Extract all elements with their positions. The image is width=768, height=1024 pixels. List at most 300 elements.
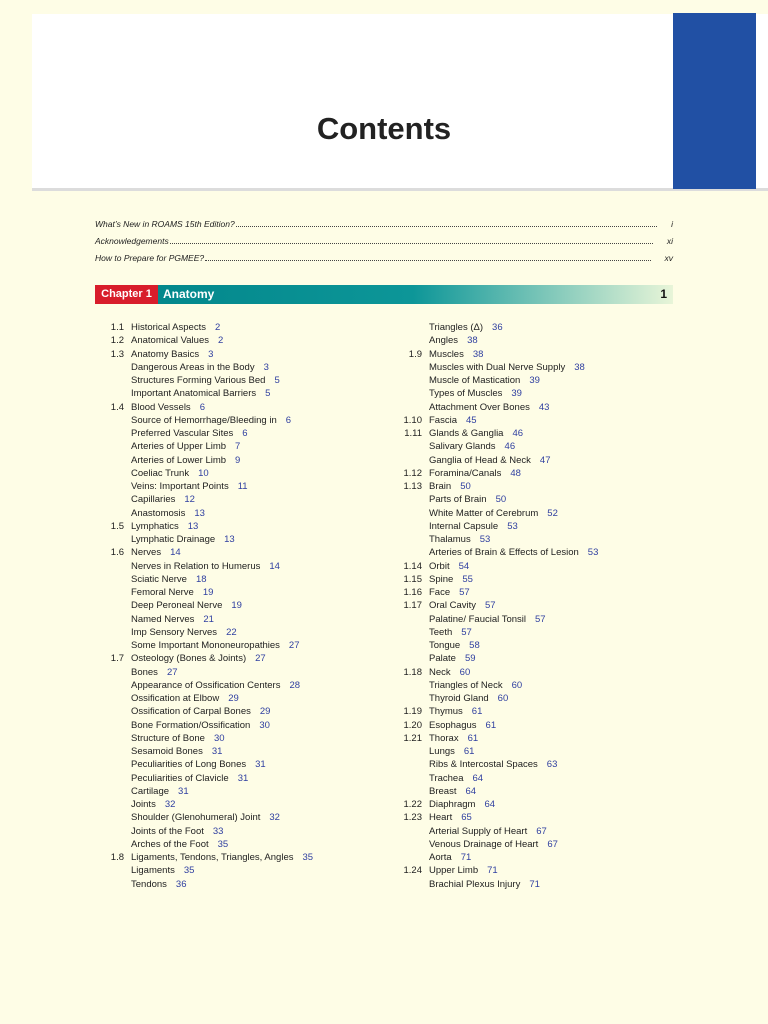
toc-entry[interactable] [390,454,598,467]
toc-entry-title: Diaphragm [429,799,476,811]
toc-entry-title: Lymphatic Drainage [131,534,216,546]
toc-entry-page[interactable]: 13 [194,507,205,519]
toc-entry-page[interactable]: 14 [269,560,280,572]
toc-entry-title: Thalamus [429,534,471,546]
toc-entry-title: Breast [429,785,457,797]
toc-entry-number: 1.24 [403,865,422,877]
toc-entry[interactable] [390,520,598,533]
toc-entry[interactable] [390,573,598,586]
toc-entry-page[interactable]: 2 [217,335,224,347]
toc-entry-page[interactable]: 67 [536,825,547,837]
toc-entry-page[interactable]: 46 [512,428,524,440]
toc-entry-page[interactable]: 38 [472,348,484,360]
toc-entry[interactable] [390,864,598,877]
dot-leader [205,259,650,261]
toc-entry-title: Neck [429,666,451,678]
toc-entry-title: Anastomosis [131,507,186,519]
toc-entry-page[interactable]: 19 [202,587,214,599]
header-band [32,14,768,188]
toc-entry-title: Attachment Over Bones [429,401,530,413]
toc-entry[interactable] [390,387,598,400]
toc-entry-page[interactable]: 57 [535,613,546,625]
toc-entry-page[interactable]: 7 [235,441,241,453]
toc-entry-page[interactable]: 57 [461,626,472,638]
toc-entry[interactable] [390,334,598,347]
toc-entry[interactable] [95,586,313,599]
toc-entry-page[interactable]: 6 [242,428,248,440]
toc-entry-title: Arteries of Lower Limb [131,454,227,466]
toc-entry[interactable] [95,454,313,467]
front-matter-entry-how-to-prepare[interactable] [95,253,673,265]
toc-entry-page[interactable]: 48 [510,467,521,479]
toc-entry-page[interactable]: 58 [469,640,480,652]
toc-entry-title: Arteries of Upper Limb [131,441,227,453]
toc-entry[interactable] [95,507,313,520]
toc-entry[interactable] [95,719,313,732]
toc-entry-title: Lymphatics [131,520,179,532]
toc-entry-title: Fascia [429,414,457,426]
toc-entry-page[interactable]: 71 [529,878,540,890]
toc-entry-number: 1.8 [110,852,124,864]
toc-entry-page[interactable]: 71 [487,865,498,877]
toc-entry-title: Historical Aspects [131,322,206,334]
toc-entry[interactable] [95,387,313,400]
toc-entry-title: Nerves in Relation to Humerus [131,560,261,572]
toc-entry-page[interactable]: 64 [484,799,496,811]
toc-entry-title: Thymus [429,706,463,718]
toc-entry-title: Brain [429,481,452,493]
toc-entry-number: 1.10 [403,414,422,426]
toc-entry-title: Osteology (Bones & Joints) [131,653,247,665]
toc-entry[interactable] [95,666,313,679]
toc-entry-number: 1.2 [110,335,124,347]
toc-entry[interactable] [95,705,313,718]
chapter-label: Chapter 1 [95,285,158,304]
toc-entry-page[interactable]: 61 [463,746,475,758]
toc-entry[interactable] [390,679,598,692]
toc-entry[interactable] [95,374,313,387]
toc-entry-page[interactable]: 5 [265,388,271,400]
toc-entry-title: Ossification of Carpal Bones [131,706,251,718]
toc-entry-title: Important Anatomical Barriers [131,388,257,400]
toc-entry-title: Coeliac Trunk [131,467,190,479]
toc-entry-page[interactable]: 27 [255,653,266,665]
toc-entry[interactable] [390,666,598,679]
toc-entry-page[interactable]: 39 [511,388,522,400]
toc-entry-page[interactable]: 45 [465,414,477,426]
front-matter-label: Acknowledgements [95,236,169,246]
toc-entry[interactable] [390,586,598,599]
toc-entry-title: Lungs [429,746,455,758]
toc-entry-title: Brachial Plexus Injury [429,878,521,890]
toc-entry-page[interactable]: 30 [213,732,225,744]
toc-entry-page[interactable]: 35 [217,838,229,850]
toc-entry-page[interactable]: 47 [539,454,551,466]
toc-entry[interactable] [95,864,313,877]
toc-entry-page[interactable]: 18 [195,573,207,585]
toc-entry-page[interactable]: 71 [460,852,472,864]
toc-entry-page[interactable]: 52 [547,507,558,519]
toc-entry-title: White Matter of Cerebrum [429,507,539,519]
toc-entry[interactable] [95,679,313,692]
toc-entry-title: Joints of the Foot [131,825,204,837]
toc-entry-title: Angles [429,335,459,347]
toc-entry-title: Nerves [131,547,162,559]
toc-entry-title: Triangles (Δ) [429,322,484,334]
chapter-name: Anatomy [163,287,215,301]
toc-entry-number: 1.1 [110,322,124,334]
toc-entry-title: Muscles [429,348,464,360]
toc-entry-number: 1.17 [403,600,422,612]
toc-entry[interactable] [390,811,598,824]
toc-entry-page[interactable]: 64 [465,785,477,797]
toc-entry-title: Heart [429,812,453,824]
toc-entry[interactable] [95,732,313,745]
toc-entry-page[interactable]: 5 [274,375,280,387]
toc-entry[interactable] [390,798,598,811]
toc-entry-title: Oral Cavity [429,600,476,612]
toc-entry-title: Femoral Nerve [131,587,194,599]
toc-entry-page[interactable]: 36 [175,878,187,890]
toc-entry-page[interactable]: 3 [208,348,214,360]
toc-entry[interactable] [95,401,313,414]
toc-entry-title: Arterial Supply of Heart [429,825,528,837]
toc-entry[interactable] [95,520,313,533]
toc-entry-title: Venous Drainage of Heart [429,838,539,850]
toc-entry-page[interactable]: 29 [259,706,271,718]
toc-entry-title: Parts of Brain [429,494,487,506]
toc-entry-title: Source of Hemorrhage/Bleeding in [131,414,277,426]
toc-entry-page[interactable]: 38 [574,361,585,373]
toc-entry-page[interactable]: 11 [237,481,248,493]
toc-entry-page[interactable]: 35 [183,865,195,877]
toc-entry-title: Orbit [429,560,450,572]
toc-entry-page[interactable]: 12 [184,494,195,506]
toc-entry-page[interactable]: 50 [495,494,507,506]
toc-entry-page[interactable]: 31 [237,772,249,784]
toc-entry[interactable] [95,838,313,851]
toc-entry-number: 1.7 [110,653,124,665]
toc-entry-title: Palatine/ Faucial Tonsil [429,613,526,625]
toc-entry-page[interactable]: 30 [259,719,270,731]
toc-entry-page[interactable]: 29 [228,693,239,705]
toc-entry-title: Capillaries [131,494,176,506]
toc-entry-page[interactable]: 33 [212,825,224,837]
toc-entry-page[interactable]: 13 [224,534,235,546]
toc-entry[interactable] [390,851,598,864]
toc-entry-page[interactable]: 36 [492,322,503,334]
dot-leader [170,242,653,244]
toc-entry[interactable] [95,652,313,665]
toc-entry[interactable] [390,878,598,891]
toc-entry-page[interactable]: 28 [289,679,301,691]
toc-entry[interactable] [95,533,313,546]
toc-entry-page[interactable]: 57 [459,587,470,599]
toc-entry[interactable] [390,626,598,639]
header-divider [32,188,768,191]
toc-entry[interactable] [95,798,313,811]
toc-entry[interactable] [390,652,598,665]
toc-entry-page[interactable]: 38 [467,335,478,347]
toc-entry-number: 1.5 [110,520,124,532]
toc-entry-page[interactable]: 59 [464,653,476,665]
toc-entry[interactable] [390,533,598,546]
toc-entry[interactable] [95,546,313,559]
toc-entry[interactable] [95,348,313,361]
front-matter-entry-acknowledgements[interactable] [95,236,673,248]
toc-entry-title: Ganglia of Head & Neck [429,454,531,466]
toc-entry[interactable] [390,480,598,493]
toc-entry[interactable] [390,414,598,427]
toc-entry-title: Palate [429,653,456,665]
toc-entry[interactable] [390,705,598,718]
toc-entry-number: 1.18 [403,666,422,678]
toc-entry-title: Joints [131,799,156,811]
toc-entry-title: Triangles of Neck [429,679,503,691]
toc-entry[interactable] [390,546,598,559]
toc-entry-title: Muscle of Mastication [429,375,521,387]
toc-entry[interactable] [95,639,313,652]
toc-entry-title: Deep Peroneal Nerve [131,600,223,612]
toc-entry-number: 1.3 [110,348,124,360]
toc-entry-page[interactable]: 21 [203,613,214,625]
toc-entry-title: Cartilage [131,785,170,797]
toc-entry-title: Upper Limb [429,865,479,877]
toc-entry-page[interactable]: 31 [255,759,266,771]
toc-entry-page[interactable]: 46 [504,441,516,453]
toc-entry-title: Types of Muscles [429,388,503,400]
toc-entry-title: Tongue [429,640,461,652]
toc-entry[interactable] [390,732,598,745]
chapter-page: 1 [660,287,667,301]
toc-entry-page[interactable]: 27 [166,666,178,678]
toc-entry-title: Anatomical Values [131,335,209,347]
toc-entry-title: Teeth [429,626,453,638]
toc-entry[interactable] [390,467,598,480]
toc-entry-page[interactable]: 10 [198,467,209,479]
toc-entry-title: Sciatic Nerve [131,573,187,585]
toc-entry-page[interactable]: 32 [269,812,280,824]
toc-entry[interactable] [390,560,598,573]
toc-entry-title: Ribs & Intercostal Spaces [429,759,538,771]
toc-entry[interactable] [95,758,313,771]
toc-entry-number: 1.16 [403,587,422,599]
toc-entry-page[interactable]: 63 [546,759,558,771]
toc-entry-page[interactable]: 27 [288,640,300,652]
toc-entry-page[interactable]: 19 [231,600,242,612]
toc-entry[interactable] [390,772,598,785]
toc-entry-number: 1.20 [403,719,422,731]
toc-entry-page[interactable]: 61 [485,719,497,731]
toc-entry[interactable] [390,374,598,387]
toc-entry-title: Ossification at Elbow [131,693,220,705]
toc-entry[interactable] [95,626,313,639]
toc-entry-page[interactable]: 60 [497,693,509,705]
toc-entry-title: Ligaments, Tendons, Triangles, Angles [131,852,294,864]
toc-column-right [390,321,598,891]
toc-entry[interactable] [95,467,313,480]
toc-entry[interactable] [95,613,313,626]
dot-leader [236,225,657,227]
toc-entry[interactable] [390,401,598,414]
toc-entry[interactable] [390,493,598,506]
toc-entry-number: 1.11 [404,428,422,440]
front-matter-page: i [671,219,673,229]
front-matter-label: What’s New in ROAMS 15th Edition? [95,219,235,229]
toc-entry-title: Spine [429,573,454,585]
toc-entry[interactable] [95,480,313,493]
toc-entry-number: 1.4 [110,401,124,413]
toc-entry[interactable] [390,348,598,361]
toc-entry-page[interactable]: 60 [511,679,523,691]
front-matter-page: xv [664,253,673,263]
toc-entry-number: 1.22 [403,799,422,811]
toc-entry-number: 1.23 [403,812,422,824]
toc-entry-title: Peculiarities of Long Bones [131,759,247,771]
toc-entry-title: Peculiarities of Clavicle [131,772,229,784]
toc-entry-title: Imp Sensory Nerves [131,626,218,638]
toc-entry-page[interactable]: 31 [211,746,223,758]
toc-entry-title: Structure of Bone [131,732,205,744]
toc-entry[interactable] [95,573,313,586]
toc-entry-title: Blood Vessels [131,401,191,413]
toc-entry[interactable] [95,772,313,785]
toc-entry[interactable] [390,825,598,838]
toc-entry[interactable] [95,851,313,864]
toc-entry-number: 1.13 [403,481,422,493]
toc-entry[interactable] [95,745,313,758]
toc-entry[interactable] [95,414,313,427]
toc-entry-page[interactable]: 53 [479,534,491,546]
toc-entry-title: Salivary Glands [429,441,496,453]
toc-entry-page[interactable]: 61 [471,706,483,718]
toc-entry-page[interactable]: 2 [214,322,221,334]
toc-entry[interactable] [95,785,313,798]
toc-entry-page[interactable]: 61 [467,732,479,744]
toc-entry-title: Veins: Important Points [131,481,229,493]
toc-entry-title: Aorta [429,852,452,864]
toc-entry[interactable] [95,440,313,453]
toc-entry[interactable] [95,878,313,891]
toc-entry[interactable] [390,599,598,612]
toc-entry-page[interactable]: 6 [285,414,292,426]
toc-entry[interactable] [95,825,313,838]
toc-entry-title: Foramina/Canals [429,467,502,479]
toc-entry[interactable] [390,361,598,374]
toc-entry-title: Thorax [429,732,459,744]
toc-entry-title: Named Nerves [131,613,195,625]
toc-entry-title: Bones [131,666,158,678]
toc-entry-title: Structures Forming Various Bed [131,375,266,387]
toc-entry[interactable] [390,745,598,758]
toc-entry-title: Appearance of Ossification Centers [131,679,281,691]
toc-entry-page[interactable]: 64 [472,772,484,784]
toc-entry-page[interactable]: 39 [529,375,540,387]
toc-entry[interactable] [95,560,313,573]
toc-entry[interactable] [390,692,598,705]
toc-entry-number: 1.21 [403,732,422,744]
toc-entry-page[interactable]: 54 [458,560,470,572]
toc-entry-title: Arches of the Foot [131,838,209,850]
toc-entry[interactable] [390,719,598,732]
toc-entry[interactable] [390,613,598,626]
chapter-heading-bar[interactable] [95,285,673,304]
toc-entry-page[interactable]: 14 [170,547,181,559]
toc-entry[interactable] [95,361,313,374]
toc-entry-page[interactable]: 32 [164,799,176,811]
toc-entry-page[interactable]: 9 [235,454,241,466]
toc-entry-page[interactable]: 13 [187,520,199,532]
toc-entry-page[interactable]: 57 [484,600,496,612]
toc-entry-page[interactable]: 53 [587,547,599,559]
toc-entry-page[interactable]: 3 [263,361,269,373]
toc-entry-number: 1.15 [403,573,422,585]
toc-entry-page[interactable]: 60 [459,666,471,678]
toc-entry-page[interactable]: 53 [507,520,518,532]
toc-entry-title: Esophagus [429,719,477,731]
toc-entry-page[interactable]: 67 [547,838,558,850]
toc-entry-title: Sesamoid Bones [131,746,203,758]
toc-entry-title: Shoulder (Glenohumeral) Joint [131,812,261,824]
front-matter-label: How to Prepare for PGMEE? [95,253,205,263]
toc-entry-title: Some Important Mononeuropathies [131,640,280,652]
toc-entry[interactable] [390,440,598,453]
toc-entry[interactable] [390,507,598,520]
toc-entry-title: Glands & Ganglia [429,428,504,440]
front-matter-entry-whats-new[interactable] [95,219,673,231]
toc-entry-page[interactable]: 50 [460,481,471,493]
toc-entry[interactable] [390,758,598,771]
toc-entry-page[interactable]: 6 [199,401,205,413]
toc-entry-number: 1.12 [403,467,422,479]
toc-entry[interactable] [390,321,598,334]
toc-entry-number: 1.9 [408,348,422,360]
toc-entry-page[interactable]: 22 [226,626,237,638]
toc-entry-page[interactable]: 31 [178,785,189,797]
blue-corner-tab [673,13,756,189]
toc-entry-title: Trachea [429,772,464,784]
toc-entry-number: 1.14 [403,560,422,572]
toc-entry-page[interactable]: 43 [538,401,550,413]
toc-entry[interactable] [95,692,313,705]
toc-entry-page[interactable]: 55 [462,573,473,585]
toc-entry-title: Tendons [131,878,167,890]
toc-column-left [95,321,313,891]
toc-entry[interactable] [95,493,313,506]
toc-entry-number: 1.6 [110,547,124,559]
toc-entry[interactable] [95,811,313,824]
toc-entry-title: Anatomy Basics [131,348,200,360]
toc-entry-page[interactable]: 65 [461,812,472,824]
toc-entry-title: Preferred Vascular Sites [131,428,234,440]
toc-entry[interactable] [95,427,313,440]
toc-entry[interactable] [390,427,598,440]
toc-entry[interactable] [95,334,313,347]
toc-entry-title: Muscles with Dual Nerve Supply [429,361,566,373]
toc-entry-title: Dangerous Areas in the Body [131,361,255,373]
toc-entry-title: Arteries of Brain & Effects of Lesion [429,547,579,559]
toc-entry[interactable] [95,599,313,612]
toc-entry-number: 1.19 [403,706,422,718]
toc-entry-page[interactable]: 35 [302,852,314,864]
toc-entry[interactable] [390,639,598,652]
toc-entry[interactable] [390,838,598,851]
toc-entry-title: Thyroid Gland [429,693,489,705]
toc-entry-title: Ligaments [131,865,175,877]
toc-entry[interactable] [95,321,313,334]
toc-entry-title: Bone Formation/Ossification [131,719,251,731]
toc-entry[interactable] [390,785,598,798]
